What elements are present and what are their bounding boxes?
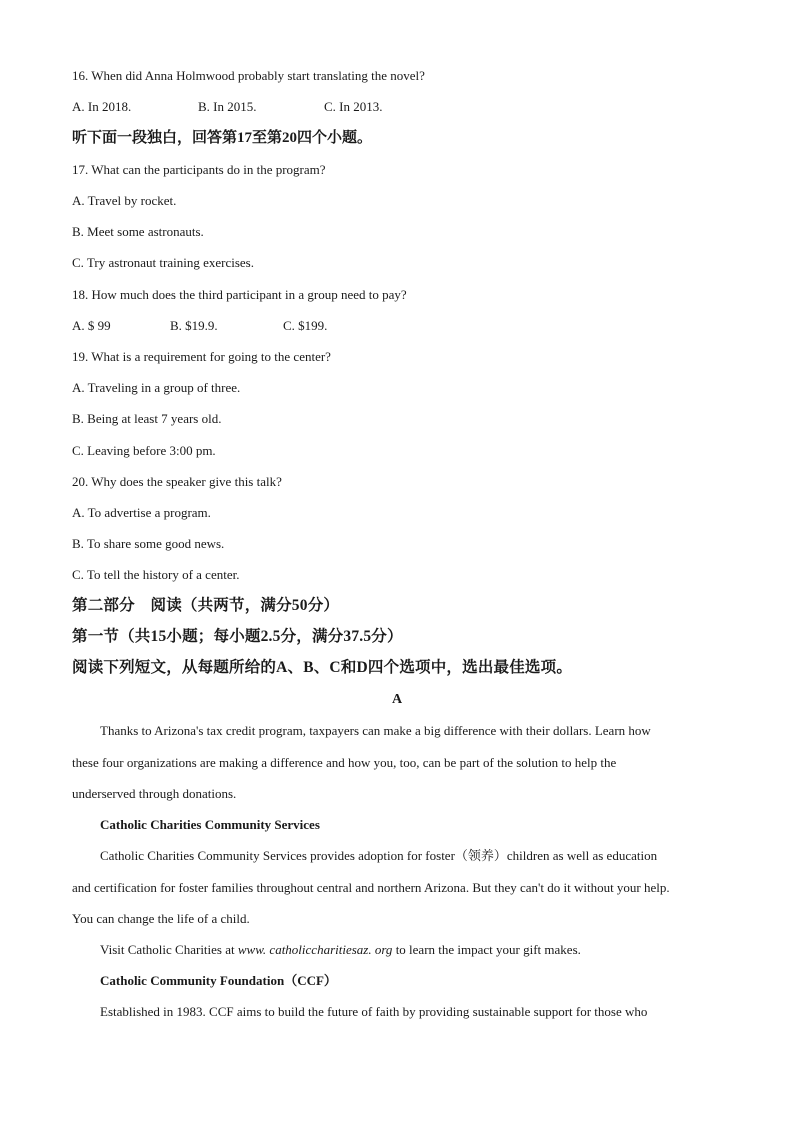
org1-line-1: Catholic Charities Community Services provides adoption for foster（领养）children as well as education	[100, 848, 658, 863]
q20-question: 20. Why does the speaker give this talk?	[72, 474, 282, 489]
q19-option-b: B. Being at least 7 years old.	[72, 411, 222, 426]
q17-option-a: A. Travel by rocket.	[72, 193, 177, 208]
org1-visit-prefix: Visit Catholic Charities at	[100, 942, 238, 957]
q18-option-b: B. $19.9.	[170, 318, 218, 333]
org1-line-3: You can change the life of a child.	[72, 911, 250, 926]
passage-intro-line-1: Thanks to Arizona's tax credit program, taxpayers can make a big difference with their dollars. Learn how	[100, 723, 651, 738]
passage-intro-line-3: underserved through donations.	[72, 786, 237, 801]
org1-visit-url: www. catholiccharitiesaz. org	[237, 942, 393, 957]
q19-option-a: A. Traveling in a group of three.	[72, 380, 241, 395]
part2-title: 第二部分 阅读（共两节，满分50分）	[72, 597, 340, 614]
q20-option-a: A. To advertise a program.	[72, 505, 211, 520]
q19-option-c: C. Leaving before 3:00 pm.	[72, 443, 216, 458]
passage-intro-line-2: these four organizations are making a difference and how you, too, can be part of the solution to help the	[72, 755, 617, 770]
org1-heading: Catholic Charities Community Services	[100, 817, 320, 832]
org1-visit-line	[100, 942, 581, 958]
org2-line-1: Established in 1983. CCF aims to build the future of faith by providing sustainable support for those who	[100, 1004, 648, 1019]
q20-option-b: B. To share some good news.	[72, 536, 225, 551]
q17-question: 17. What can the participants do in the program?	[72, 162, 326, 177]
org1-line-2: and certification for foster families throughout central and northern Arizona. But they can't do it without your help.	[72, 880, 670, 895]
section-instruction-17-20: 听下面一段独白，回答第17至第20四个小题。	[72, 130, 373, 146]
q16-option-a: A. In 2018.	[72, 99, 132, 114]
q16-option-c: C. In 2013.	[324, 99, 383, 114]
q18-option-c: C. $199.	[283, 318, 328, 333]
q16-option-b: B. In 2015.	[198, 99, 257, 114]
q19-question: 19. What is a requirement for going to the center?	[72, 349, 331, 364]
part2-section1-title: 第一节（共15小题；每小题2.5分，满分37.5分）	[72, 628, 403, 645]
part2-instruction: 阅读下列短文，从每题所给的A、B、C和D四个选项中，选出最佳选项。	[72, 659, 573, 676]
org2-heading: Catholic Community Foundation（CCF）	[100, 973, 337, 988]
q16-question: 16. When did Anna Holmwood probably start translating the novel?	[72, 68, 425, 83]
q18-option-a: A. $ 99	[72, 318, 111, 333]
passage-label: A	[391, 692, 403, 707]
q18-question: 18. How much does the third participant in a group need to pay?	[72, 287, 407, 302]
q16-options	[72, 99, 383, 115]
org1-visit-suffix: to learn the impact your gift makes.	[392, 942, 581, 957]
q18-options	[72, 318, 327, 334]
q17-option-b: B. Meet some astronauts.	[72, 224, 204, 239]
q17-option-c: C. Try astronaut training exercises.	[72, 255, 254, 270]
q20-option-c: C. To tell the history of a center.	[72, 567, 240, 582]
